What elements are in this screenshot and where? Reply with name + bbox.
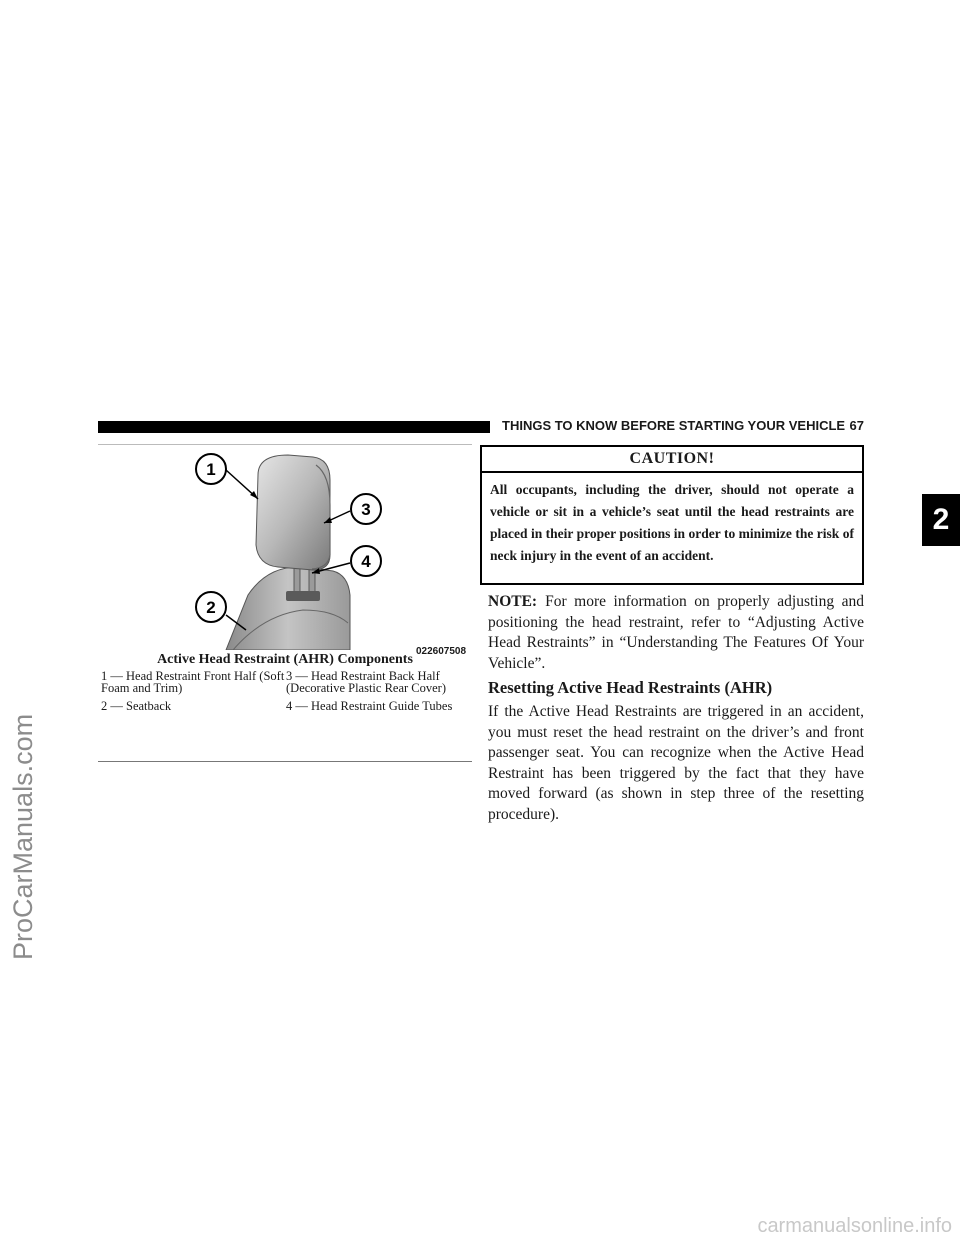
head-restraint-illustration	[98, 445, 472, 650]
note-paragraph	[488, 592, 864, 674]
caution-title: CAUTION!	[482, 447, 862, 473]
note-label: NOTE:	[488, 593, 538, 610]
legend-item-2: 2 — Seatback	[101, 699, 172, 713]
watermark-carmanualsonline: carmanualsonline.info	[757, 1215, 952, 1237]
section-paragraph: If the Active Head Restraints are triggered in an accident, you must reset the head restraint on the driver’s and front passenger seat. You can recognize when the Active Head Restraint has been triggered by the fact that they have moved forward (as shown in step three of the resetting procedure).	[488, 703, 864, 823]
callout-2	[196, 592, 226, 622]
page-number: 67	[849, 418, 864, 433]
callout-2-label: 2	[206, 598, 216, 617]
legend-item-1: 1 — Head Restraint Front Half (Soft Foam and Trim)	[101, 669, 285, 695]
caution-text: All occupants, including the driver, should not operate a vehicle or sit in a vehicle’s seat until the head restraints are placed in their proper positions in order to minimize the risk of neck injury in the event of an accident.	[490, 482, 854, 563]
callout-1	[196, 454, 226, 484]
callout-1-label: 1	[206, 460, 216, 479]
figure-bottom-rule	[98, 761, 472, 762]
ahr-figure	[98, 444, 472, 761]
figure-legend	[101, 670, 471, 718]
note-text: For more information on properly adjusting and positioning the head restraint, refer to “Adjusting Active Head Restraints” in “Understanding The Features Of Your Vehicle”.	[488, 593, 864, 672]
legend-item-3: 3 — Head Restraint Back Half (Decorative Plastic Rear Cover)	[286, 669, 447, 695]
head-restraint-shape	[256, 455, 330, 570]
legend-item-4: 4 — Head Restraint Guide Tubes	[286, 699, 453, 713]
section-title: THINGS TO KNOW BEFORE STARTING YOUR VEHICLE	[502, 418, 846, 433]
callout-4-label: 4	[361, 552, 371, 571]
section-heading: Resetting Active Head Restraints (AHR)	[488, 678, 773, 697]
legend-row	[101, 700, 471, 712]
callout-4	[351, 546, 381, 576]
chapter-tab: 2	[922, 494, 960, 546]
page-header	[502, 418, 864, 433]
legend-row	[101, 670, 471, 694]
figure-code: 022607508	[416, 646, 467, 657]
header-bar	[98, 421, 490, 433]
figure-caption: Active Head Restraint (AHR) Components	[157, 652, 413, 667]
watermark-procarmanuals: ProCarManuals.com	[8, 713, 38, 960]
callout-3-label: 3	[361, 500, 371, 519]
caution-box	[480, 445, 864, 585]
callout-3	[351, 494, 381, 524]
